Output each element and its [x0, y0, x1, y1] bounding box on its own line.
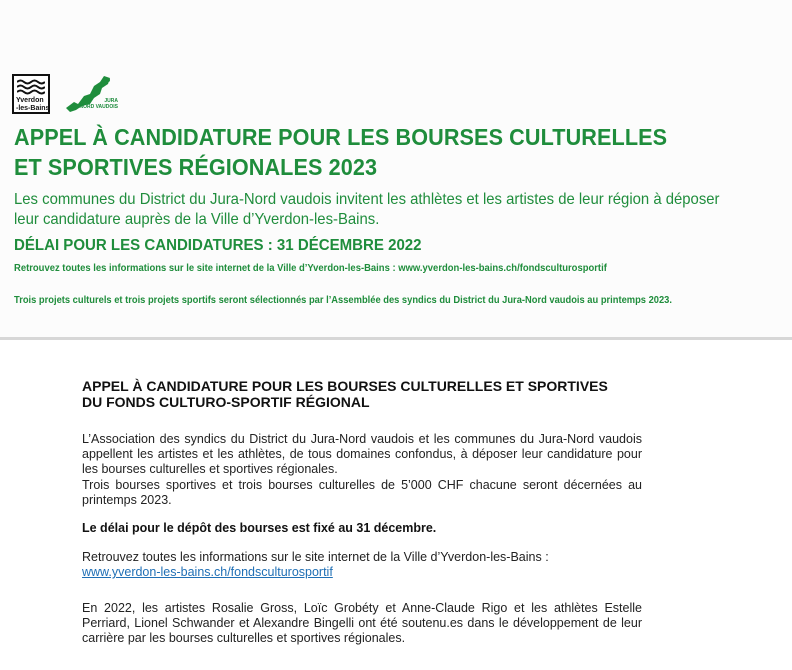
notice-deadline: Le délai pour le dépôt des bourses est fixé au 31 décembre. [82, 521, 437, 535]
notice-title-line1: APPEL À CANDIDATURE POUR LES BOURSES CULTURELLES ET SPORTIVES [82, 378, 608, 394]
notice-paragraph-grants: Trois bourses sportives et trois bourses culturelles de 5’000 CHF chacune seront décernées au printemps 2023. [82, 478, 642, 507]
yverdon-logo-line1: Yverdon [16, 97, 44, 104]
flyer-selection: Trois projets culturels et trois projets sportifs seront sélectionnés par l’Assemblée des syndics du District du Jura-Nord vaudois au printemps 2023. [14, 294, 672, 306]
flyer-intro-line1: Les communes du District du Jura-Nord vaudois invitent les athlètes et les artistes de leur région à déposer [14, 191, 720, 208]
yverdon-logo-text [16, 97, 50, 113]
notice-paragraph-2022: En 2022, les artistes Rosalie Gross, Loïc Grobéty et Anne-Claude Rigo et les athlètes Estelle Perriard, Lionel Schwander et Alexandre Bingelli ont été soutenu.es dans le développement de leur carrière par les bourses culturelles et sportives régionales. [82, 601, 642, 645]
jura-logo-line1: JURA [104, 98, 118, 104]
website-link[interactable]: www.yverdon-les-bains.ch/fondsculturosportif [82, 565, 333, 579]
jura-nord-logo [64, 74, 120, 114]
notice-title [82, 378, 722, 410]
yverdon-logo-line2: -les-Bains [16, 105, 50, 112]
notice-info [82, 550, 642, 580]
notice-info-text: Retrouvez toutes les informations sur le site internet de la Ville d’Yverdon-les-Bains : [82, 550, 549, 564]
flyer-deadline: DÉLAI POUR LES CANDIDATURES : 31 DÉCEMBRE 2022 [14, 237, 422, 254]
notice-section [0, 340, 792, 670]
waves-icon [17, 79, 45, 95]
flyer-intro-line2: leur candidature auprès de la Ville d’Yverdon-les-Bains. [14, 211, 380, 228]
flyer-title-line1: APPEL À CANDIDATURE POUR LES BOURSES CULTURELLES [14, 124, 668, 150]
jura-logo-text [79, 98, 118, 110]
notice-paragraph-1: L’Association des syndics du District du Jura-Nord vaudois et les communes du Jura-Nord vaudois appellent les artistes et les athlètes, de tous domaines confondus, à déposer leur candidature pour les bourses culturelles et sportives régionales. [82, 432, 642, 476]
flyer-info: Retrouvez toutes les informations sur le site internet de la Ville d’Yverdon-les-Bains : www.yverdon-les-bains.ch/fondsculturosportif [14, 262, 607, 274]
yverdon-logo [12, 74, 50, 114]
flyer-intro [14, 190, 739, 230]
jura-logo-line2: NORD VAUDOIS [79, 104, 118, 110]
notice-title-line2: DU FONDS CULTURO-SPORTIF RÉGIONAL [82, 394, 370, 410]
flyer-title-line2: ET SPORTIVES RÉGIONALES 2023 [14, 154, 378, 180]
flyer-title [14, 122, 738, 182]
